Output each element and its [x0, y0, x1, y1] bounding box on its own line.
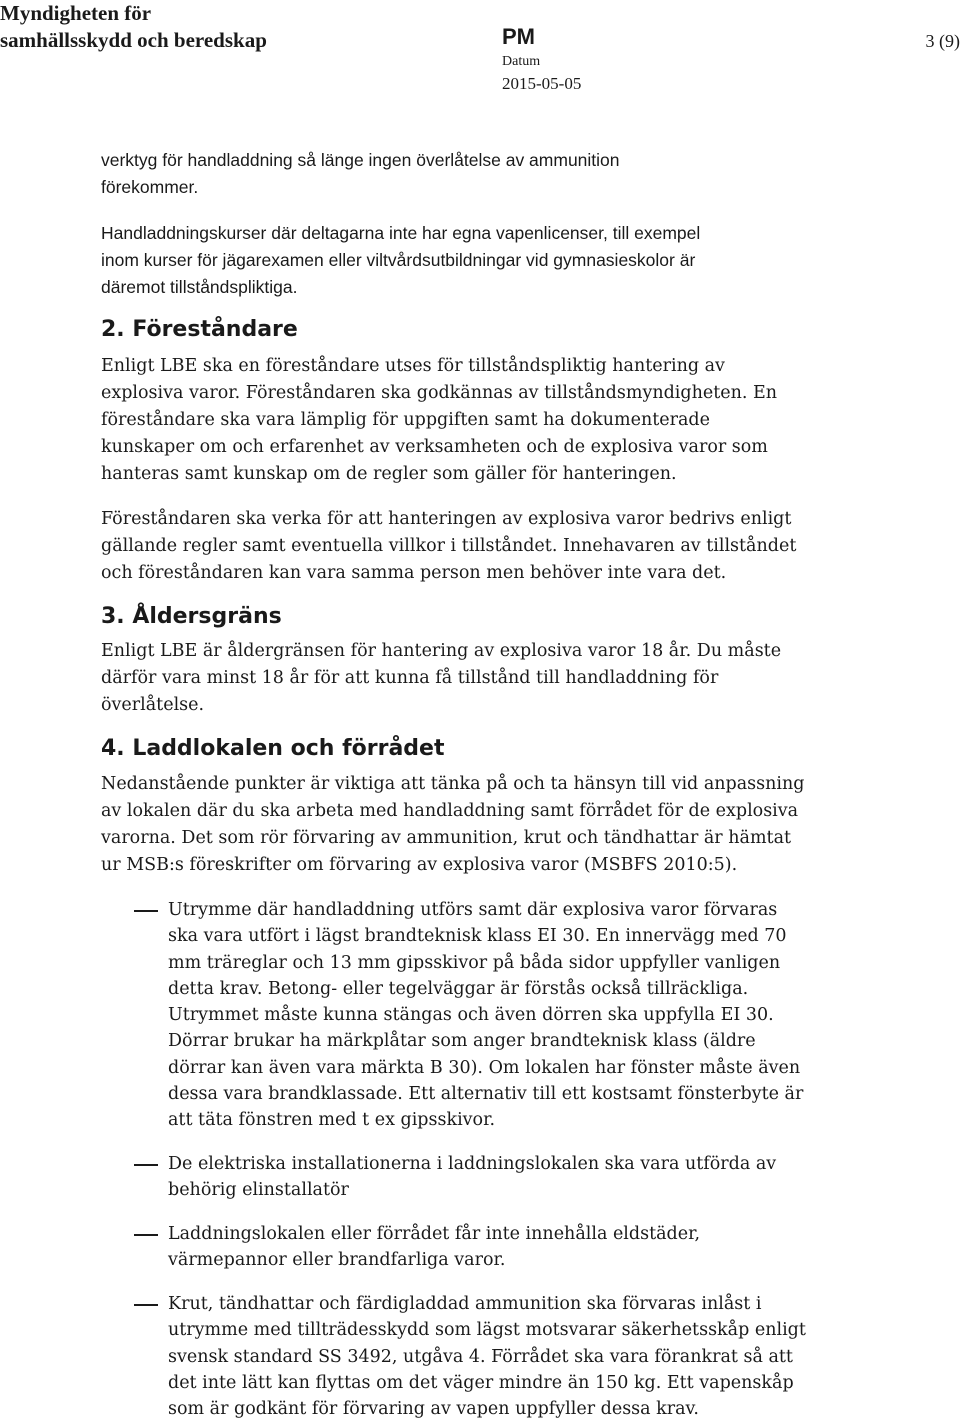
bullet-dash: [134, 1304, 158, 1306]
intro-paragraph-2: [101, 220, 821, 301]
list-item: Laddningslokalen eller förrådet får inte innehålla eldstäder, värmepannor eller brandfarliga varor.: [168, 1224, 701, 1271]
list-item: De elektriska installationerna i laddningslokalen ska vara utförda av behörig elinstallatör: [168, 1154, 777, 1201]
bullet-dash: [134, 1234, 158, 1236]
section-3-paragraph-1: Enligt LBE är åldergränsen för hantering av explosiva varor 18 år. Du måste därför vara minst 18 år för att kunna få tillstånd till handladdning för överlåtelse.: [101, 641, 782, 715]
organization-line-2: samhällsskydd och beredskap: [0, 28, 267, 52]
section-4-paragraph-1: Nedanstående punkter är viktiga att tänka på och ta hänsyn till vid anpassning av lokalen där du ska arbeta med handladdning samt förrådet för de explosiva varorna. Det som rör förvaring av ammunition, krut och tändhattar är hämtat ur MSB:s föreskrifter om förvaring av explosiva varor (MSBFS 2010:5).: [101, 774, 805, 875]
document-date: 2015-05-05: [502, 74, 582, 93]
page-number: 3 (9): [925, 31, 960, 51]
bullet-dash: [134, 910, 158, 912]
intro-p2-line-2: inom kurser för jägarexamen eller viltvårdsutbildningar vid gymnasieskolor är: [101, 250, 696, 270]
list-item: Utrymme där handladdning utförs samt där explosiva varor förvaras ska vara utfört i lägst brandteknisk klass EI 30. En innervägg med 70 mm träreglar och 13 mm gipsskivor på båda sidor uppfyller vanligen detta krav. Betong- eller tegelväggar är förstås också tillräckliga. Utrymmet måste kunna stängas och även dörren ska uppfylla EI 30. Dörrar brukar ha märkplåtar som anger brandteknisk klass (äldre dörrar kan även vara märkta B 30). Om lokalen har fönster måste även dessa vara brandklassade. Ett alternativ till ett kostsamt fönsterbyte är att täta fönstren med t ex gipsskivor.: [168, 900, 804, 1131]
section-2-heading: 2. Föreståndare: [101, 317, 298, 342]
document-type: PM: [502, 24, 535, 49]
bullet-dash: [134, 1164, 158, 1166]
organization-line-1: Myndigheten för: [0, 1, 152, 25]
organization-name: [0, 0, 267, 54]
intro-p1-line-2: förekommer.: [101, 177, 199, 197]
date-label: Datum: [502, 54, 541, 69]
intro-p2-line-3: däremot tillståndspliktiga.: [101, 277, 298, 297]
section-2-paragraph-2: Föreståndaren ska verka för att hanteringen av explosiva varor bedrivs enligt gällande regler samt eventuella villkor i tillståndet. Innehavaren av tillståndet och föreståndaren kan vara samma person men behöver inte vara det.: [101, 509, 797, 583]
section-4-heading: 4. Laddlokalen och förrådet: [101, 736, 445, 761]
list-item: Krut, tändhattar och färdigladdad ammunition ska förvaras inlåst i utrymme med tillträdesskydd som lägst motsvarar säkerhetsskåp enligt svensk standard SS 3492, utgåva 4. Förrådet ska vara förankrat så att det inte lätt kan flyttas om det väger mindre än 150 kg. Ett vapenskåp som är godkänt för förvaring av vapen uppfyller dessa krav.: [168, 1294, 806, 1420]
section-2-paragraph-1: Enligt LBE ska en föreståndare utses för tillståndspliktig hantering av explosiva varor. Föreståndaren ska godkännas av tillståndsmyndigheten. En föreståndare ska vara lämplig för uppgiften samt ha dokumenterade kunskaper om och erfarenhet av verksamheten och de explosiva varor som hanteras samt kunskap om de regler som gäller för hanteringen.: [101, 356, 778, 484]
intro-p2-line-1: Handladdningskurser där deltagarna inte har egna vapenlicenser, till exempel: [101, 223, 701, 243]
intro-paragraph-1: [101, 147, 807, 201]
section-3-heading: 3. Åldersgräns: [101, 604, 282, 629]
intro-p1-line-1: verktyg för handladdning så länge ingen överlåtelse av ammunition: [101, 150, 620, 170]
